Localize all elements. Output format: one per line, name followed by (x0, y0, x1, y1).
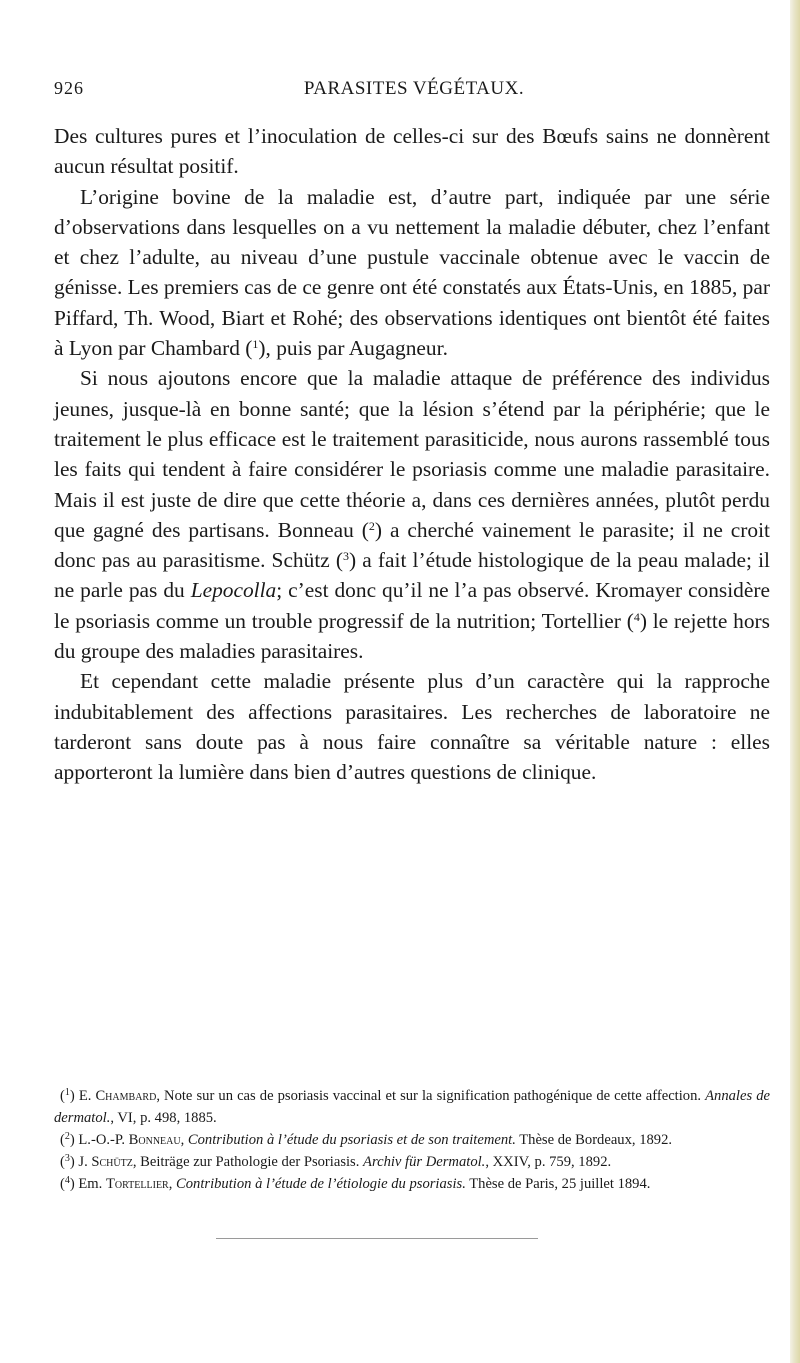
footnote-journal: Annales de dermatol. (54, 1088, 770, 1126)
running-head: PARASITES VÉGÉTAUX. (303, 78, 525, 99)
footnote-ref-4[interactable]: 4 (633, 609, 640, 624)
footnote-ref-2[interactable]: 2 (368, 518, 375, 533)
page-header (54, 78, 774, 104)
paragraph-2: L’origine bovine de la maladie est, d’autre part, indiquée par une série d’observations dans lesquelles on a vu nettement la maladie débuter, chez l’enfant et chez l’adulte, au niveau d’une pustule vaccinale obtenue avec le vaccin de génisse. Les premiers cas de ce genre ont été constatés aux États-Unis, en 1885, par Piffard, Th. Wood, Biart et Rohé; des observations identiques ont bientôt été faites à Lyon par Chambard ($^1$), puis par Augagneur. (54, 184, 770, 361)
paragraph-3: Si nous ajoutons encore que la maladie attaque de préférence des individus jeunes, jusque-là en bonne santé; que la lésion s’étend par la périphérie; que le traitement le plus efficace est le traitement parasiticide, nous aurons rassemblé tous les faits qui tendent à faire considérer le psoriasis comme une maladie parasitaire. Mais il est juste de dire que cette théorie a, dans ces dernières années, plutôt perdu que gagné des partisans. Bonneau ($^2$) a cherché vainement le parasite; il ne croit donc pas au parasitisme. Schütz ($^3$) a fait l’étude histologique de la peau malade; il ne parle pas du Lepocolla; c’est donc qu’il ne l’a pas observé. Kromayer considère le psoriasis comme un trouble progressif de la nutrition; Tortellier ($^4$) le rejette hors du groupe des maladies parasitaires. (54, 366, 770, 664)
footnote: ($^3$) J. Schütz, Beiträge zur Pathologie der Psoriasis. Archiv für Dermatol., XXIV, p. 759, 1892. (60, 1153, 612, 1170)
footnote-ref-1[interactable]: 1 (252, 337, 259, 352)
paragraph-1: Des cultures pures et l’inoculation de celles-ci sur des Bœufs sains ne donnèrent aucun résultat positif. (54, 124, 770, 179)
footnote-ref-3[interactable]: 3 (343, 549, 350, 564)
footnote: ($^2$) L.-O.-P. Bonneau, Contribution à l’étude du psoriasis et de son traitement. Thèse de Bordeaux, 1892. (60, 1131, 673, 1148)
page-number: 926 (54, 78, 84, 98)
italic-term: Lepocolla (190, 578, 277, 603)
footnote-author: Chambard (95, 1088, 157, 1104)
footnote-author: Tortellier (105, 1176, 169, 1192)
footnote: ($^4$) Em. Tortellier, Contribution à l’étude de l’étiologie du psoriasis. Thèse de Paris, 25 juillet 1894. (60, 1175, 651, 1192)
bottom-rule (216, 1238, 538, 1239)
footnotes (54, 1085, 770, 1195)
footnote-author: Schütz (91, 1154, 133, 1170)
footnote-author: Bonneau (128, 1132, 181, 1148)
footnote: ($^1$) E. Chambard, Note sur un cas de psoriasis vaccinal et sur la signification pathogénique de cette affection. Annales de dermatol., VI, p. 498, 1885. (54, 1087, 770, 1126)
footnote-mark: 1 (64, 1087, 70, 1098)
footnote-mark: 4 (64, 1175, 70, 1186)
footnote-mark: 3 (64, 1153, 70, 1164)
paragraph-4: Et cependant cette maladie présente plus d’un caractère qui la rapproche indubitablement des affections parasitaires. Les recherches de laboratoire ne tarderont sans doute pas à nous faire connaître sa véritable nature : elles apporteront la lumière dans bien d’autres questions de clinique. (54, 669, 770, 785)
footnote-title: Contribution à l’étude de l’étiologie du psoriasis. (176, 1176, 466, 1192)
page-edge (790, 0, 800, 1363)
body-text (54, 121, 770, 788)
footnote-title: Contribution à l’étude du psoriasis et de son traitement. (187, 1132, 516, 1148)
footnote-mark: 2 (64, 1131, 70, 1142)
footnote-journal: Archiv für Dermatol. (363, 1154, 486, 1170)
